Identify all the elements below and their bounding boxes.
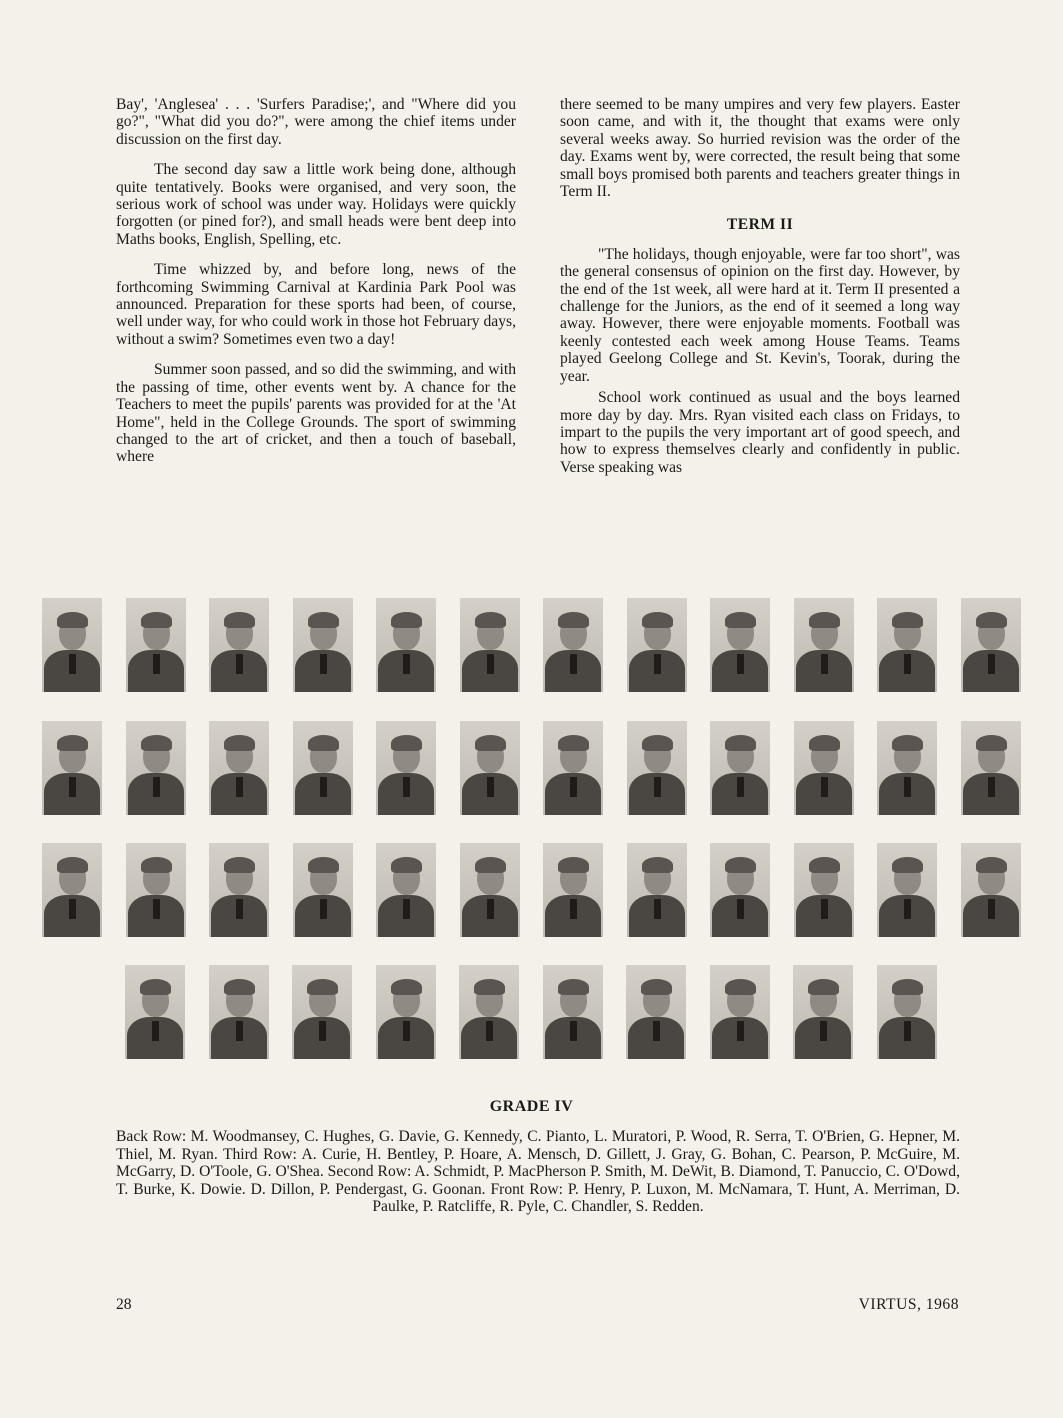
student-portrait <box>460 721 520 815</box>
right-paragraph-1: "The holidays, though enjoyable, were far too short", was the general consensus of opinion on the first day. However, by the end of the 1st week, all were hard at it. Term II presented a challenge for the Juniors, as the end of it seemed a long way away. However, there were enjoyable moments. Football was keenly contested each week among House Teams. Teams played Geelong College and St. Kevin's, Toorak, during the year. <box>560 245 960 385</box>
student-portrait <box>543 965 603 1059</box>
student-portrait <box>794 598 854 692</box>
student-portrait <box>293 598 353 692</box>
student-portrait <box>293 843 353 937</box>
left-paragraph-4: Summer soon passed, and so did the swimming, and with the passing of time, other events went by. A chance for the Teachers to meet the pupils' parents was provided for at the 'At Home", held in the College Grounds. The sport of swimming changed to the art of cricket, and then a touch of baseball, where <box>116 361 516 466</box>
student-portrait <box>627 721 687 815</box>
student-portrait <box>710 721 770 815</box>
student-portrait <box>126 598 186 692</box>
student-portrait <box>42 843 102 937</box>
section-heading-term-ii: TERM II <box>726 216 794 234</box>
caption-names: Back Row: M. Woodmansey, C. Hughes, G. Davie, G. Kennedy, C. Pianto, L. Muratori, P. Wood, R. Serra, T. O'Brien, G. Hepner, M. Thiel, M. Ryan. Third Row: A. Curie, H. Bentley, P. Hoare, A. Mensch, D. Gillett, J. Gray, G. Bohan, C. Pearson, P. McGuire, M. McGarry, D. O'Toole, G. O'Shea. Second Row: A. Schmidt, P. MacPherson P. Smith, M. DeWit, B. Diamond, T. Panuccio, C. O'Dowd, T. Burke, K. Dowie. D. Dillon, P. Pendergast, G. Goonan. Front Row: P. Henry, P. Luxon, M. McNamara, T. Hunt, A. Merriman, D. Paulke, P. Ratcliffe, R. Pyle, C. Chandler, S. Redden. <box>116 1128 960 1216</box>
student-portrait <box>710 965 770 1059</box>
right-paragraph-2: School work continued as usual and the boys learned more day by day. Mrs. Ryan visited each class on Fridays, to impart to the pupils the very important art of good speech, and how to express themselves clearly and confidently in public. Verse speaking was <box>560 389 960 476</box>
student-portrait <box>627 598 687 692</box>
page-number: 28 <box>116 1296 132 1313</box>
student-portrait <box>460 843 520 937</box>
student-portrait <box>209 721 269 815</box>
student-portrait <box>961 721 1021 815</box>
student-portrait <box>376 721 436 815</box>
running-footer: VIRTUS, 1968 <box>858 1296 959 1313</box>
student-portrait <box>794 843 854 937</box>
left-paragraph-1: Bay', 'Anglesea' . . . 'Surfers Paradise;', and "Where did you go?", "What did you do?", were among the chief items under discussion on the first day. <box>116 96 516 148</box>
right-intro-paragraph: there seemed to be many umpires and very few players. Easter soon came, and with it, the thought that exams were only several weeks away. So hurried revision was the order of the day. Exams went by, were corrected, the result being that some small boys promised both parents and teachers greater things in Term II. <box>560 96 960 201</box>
student-portrait <box>794 721 854 815</box>
left-paragraph-3: Time whizzed by, and before long, news of the forthcoming Swimming Carnival at Kardinia Park Pool was announced. Preparation for these sports had been, of course, well under way, for who could work in those hot February days, without a swim? Sometimes even two a day! <box>116 261 516 348</box>
student-portrait <box>376 598 436 692</box>
student-portrait <box>543 843 603 937</box>
student-portrait <box>126 721 186 815</box>
student-portrait <box>710 598 770 692</box>
student-portrait <box>376 965 436 1059</box>
student-portrait <box>376 843 436 937</box>
student-portrait <box>961 843 1021 937</box>
student-portrait <box>543 721 603 815</box>
student-portrait <box>627 843 687 937</box>
student-portrait <box>543 598 603 692</box>
student-portrait <box>877 843 937 937</box>
student-portrait <box>209 843 269 937</box>
student-portrait <box>710 843 770 937</box>
student-portrait <box>126 843 186 937</box>
student-portrait <box>460 598 520 692</box>
caption-title: GRADE IV <box>489 1098 574 1115</box>
student-portrait <box>793 965 853 1059</box>
student-portrait <box>877 598 937 692</box>
student-portrait <box>292 965 352 1059</box>
left-paragraph-2: The second day saw a little work being done, although quite tentatively. Books were organised, and very soon, the serious work of school was under way. Holidays were quickly forgotten (or pined for?), and small heads were bent deep into Maths books, English, Spelling, etc. <box>116 161 516 248</box>
student-portrait <box>209 598 269 692</box>
student-portrait <box>209 965 269 1059</box>
student-portrait <box>626 965 686 1059</box>
student-portrait <box>293 721 353 815</box>
student-portrait <box>961 598 1021 692</box>
student-portrait <box>125 965 185 1059</box>
student-portrait <box>42 721 102 815</box>
student-portrait <box>459 965 519 1059</box>
student-portrait <box>877 965 937 1059</box>
student-portrait <box>42 598 102 692</box>
student-portrait <box>877 721 937 815</box>
